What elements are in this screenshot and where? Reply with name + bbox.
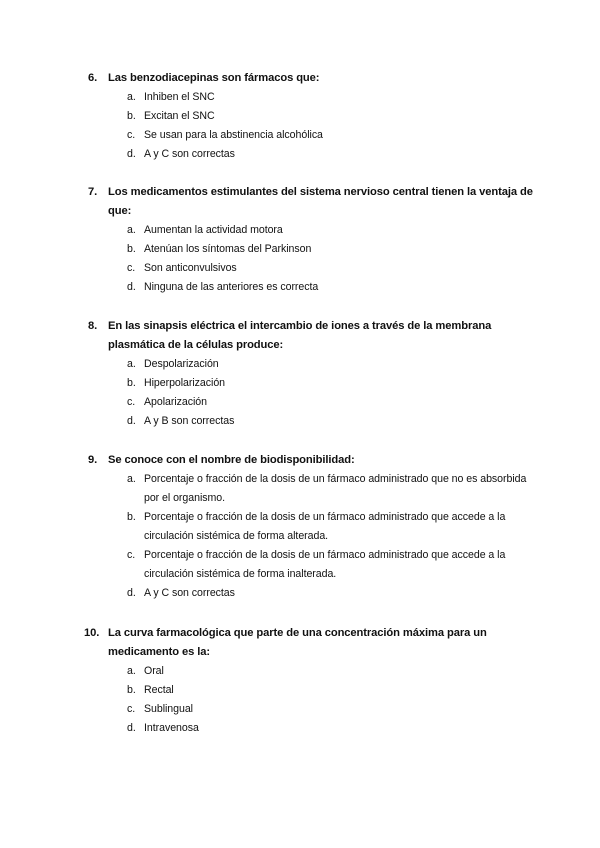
option-text: Hiperpolarización (144, 377, 225, 389)
option-letter: c. (127, 262, 136, 274)
question-stem (0, 69, 600, 88)
option-text: Despolarización (144, 358, 219, 370)
option-c (0, 393, 600, 412)
question-number: 10. (84, 627, 100, 639)
question-text: En las sinapsis eléctrica el intercambio de iones a través de la membrana plasmática de la células produce: (108, 320, 492, 351)
option-a (0, 355, 600, 374)
option-a (0, 662, 600, 681)
option-letter: c. (127, 129, 136, 141)
option-b (0, 374, 600, 393)
question-text: Se conoce con el nombre de biodisponibilidad: (108, 454, 355, 466)
question-stem (0, 317, 600, 355)
option-text: Son anticonvulsivos (144, 262, 237, 274)
option-letter: d. (127, 281, 136, 293)
option-letter: a. (127, 224, 136, 236)
question-stem (0, 624, 600, 662)
option-a (0, 88, 600, 107)
option-c (0, 700, 600, 719)
option-text: Apolarización (144, 396, 207, 408)
option-text: A y B son correctas (144, 415, 235, 427)
option-a (0, 221, 600, 240)
option-letter: d. (127, 722, 136, 734)
question-7 (0, 183, 600, 297)
question-8 (0, 317, 600, 431)
option-b (0, 681, 600, 700)
question-number: 9. (88, 454, 98, 466)
option-list (0, 662, 600, 738)
question-number: 6. (88, 72, 98, 84)
option-list (0, 88, 600, 164)
option-text: Excitan el SNC (144, 110, 215, 122)
option-text: Intravenosa (144, 722, 199, 734)
option-c (0, 546, 600, 584)
option-list (0, 355, 600, 431)
option-d (0, 145, 600, 164)
option-d (0, 278, 600, 297)
question-number: 7. (88, 186, 98, 198)
question-10 (0, 624, 600, 738)
option-a (0, 470, 600, 508)
option-text: Porcentaje o fracción de la dosis de un fármaco administrado que accede a la circulación sistémica de forma inalterada. (144, 549, 506, 580)
option-text: Inhiben el SNC (144, 91, 215, 103)
question-6 (0, 69, 600, 164)
option-letter: d. (127, 148, 136, 160)
option-d (0, 719, 600, 738)
option-letter: d. (127, 587, 136, 599)
option-list (0, 221, 600, 297)
question-9 (0, 451, 600, 603)
question-text: Las benzodiacepinas son fármacos que: (108, 72, 320, 84)
option-letter: b. (127, 377, 136, 389)
option-b (0, 107, 600, 126)
option-list (0, 470, 600, 603)
option-text: Porcentaje o fracción de la dosis de un fármaco administrado que no es absorbida por el organismo. (144, 473, 527, 504)
option-text: Oral (144, 665, 164, 677)
option-letter: a. (127, 473, 136, 485)
question-number: 8. (88, 320, 98, 332)
option-text: Ninguna de las anteriores es correcta (144, 281, 319, 293)
option-letter: b. (127, 243, 136, 255)
option-letter: b. (127, 110, 136, 122)
option-letter: a. (127, 358, 136, 370)
option-text: Se usan para la abstinencia alcohólica (144, 129, 323, 141)
option-letter: a. (127, 665, 136, 677)
option-letter: c. (127, 549, 136, 561)
option-d (0, 412, 600, 431)
option-text: Rectal (144, 684, 174, 696)
option-letter: b. (127, 511, 136, 523)
option-c (0, 126, 600, 145)
question-stem (0, 183, 600, 221)
option-letter: b. (127, 684, 136, 696)
option-letter: d. (127, 415, 136, 427)
option-text: Aumentan la actividad motora (144, 224, 283, 236)
question-text: La curva farmacológica que parte de una concentración máxima para un medicamento es la: (108, 627, 487, 658)
option-letter: a. (127, 91, 136, 103)
option-text: Sublingual (144, 703, 193, 715)
option-b (0, 508, 600, 546)
option-c (0, 259, 600, 278)
option-b (0, 240, 600, 259)
option-text: A y C son correctas (144, 148, 235, 160)
question-text: Los medicamentos estimulantes del sistema nervioso central tienen la ventaja de que: (108, 186, 533, 217)
option-text: Atenúan los síntomas del Parkinson (144, 243, 312, 255)
option-d (0, 584, 600, 603)
question-stem (0, 451, 600, 470)
option-text: Porcentaje o fracción de la dosis de un fármaco administrado que accede a la circulación sistémica de forma alterada. (144, 511, 506, 542)
option-letter: c. (127, 703, 136, 715)
option-text: A y C son correctas (144, 587, 235, 599)
option-letter: c. (127, 396, 136, 408)
